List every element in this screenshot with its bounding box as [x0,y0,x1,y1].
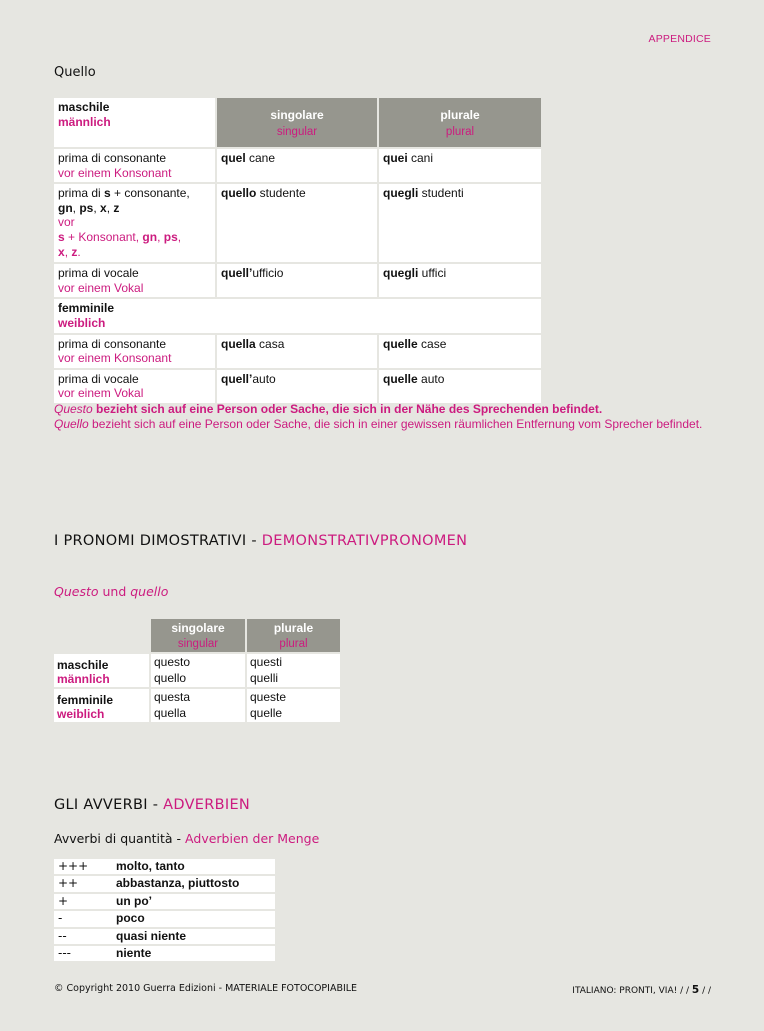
table-row: prima di vocale vor einem Vokal quell’ufficio quegli uffici [54,263,541,298]
appendix-header: APPENDICE [648,33,711,45]
pronomi-table [54,619,340,722]
table-row: - poco [54,910,275,927]
avverbi-subtitle: Avverbi di quantità - Adverbien der Menge [54,831,320,846]
table-row: prima di vocale vor einem Vokal quell’auto quelle auto [54,369,541,403]
femminile-row: femminile weiblich [54,298,541,333]
pronomi-title: I PRONOMI DIMOSTRATIVI - DEMONSTRATIVPRONOMEN [54,533,468,549]
avverbi-title: GLI AVVERBI - ADVERBIEN [54,797,251,813]
page-number: 5 [691,984,700,996]
table-row: --- niente [54,945,275,961]
table-row: + un po’ [54,893,275,910]
maschile-label: maschile männlich [54,98,216,148]
usage-note: Questo bezieht sich auf eine Person oder Sache, die sich in der Nähe des Sprechenden befindet. Quello bezieht sich auf eine Person oder Sache, die sich in einer gewissen räumlichen Entfernung vom Sprecher befindet. [54,402,703,431]
pronomi-subtitle: Questo und quello [54,584,169,599]
table-row: maschile männlich questo quello questi quelli [54,653,340,688]
col-header-singolare: singolare singular [150,619,246,653]
table-row: +++ molto, tanto [54,858,275,875]
book-footer: ITALIANO: PRONTI, VIA! / / 5 / / [572,984,711,996]
table-row: prima di consonante vor einem Konsonant quel cane quei cani [54,148,541,183]
col-header-plurale: plurale plural [378,98,541,148]
table-row: femminile weiblich questa quella queste quelle [54,688,340,722]
table-row: ++ abbastanza, piuttosto [54,875,275,892]
copyright-footer: © Copyright 2010 Guerra Edizioni - MATERIALE FOTOCOPIABILE [54,983,358,994]
adverbs-table [54,857,275,961]
quello-table [54,98,541,403]
col-header-singolare: singolare singular [216,98,378,148]
table-row: prima di s + consonante, gn, ps, x, z vor s + Konsonant, gn, ps, x, z. quello studente quegli studenti [54,183,541,263]
table-row: -- quasi niente [54,928,275,945]
col-header-plurale: plurale plural [246,619,340,653]
quello-title: Quello [54,65,96,80]
table-row: prima di consonante vor einem Konsonant quella casa quelle case [54,334,541,369]
